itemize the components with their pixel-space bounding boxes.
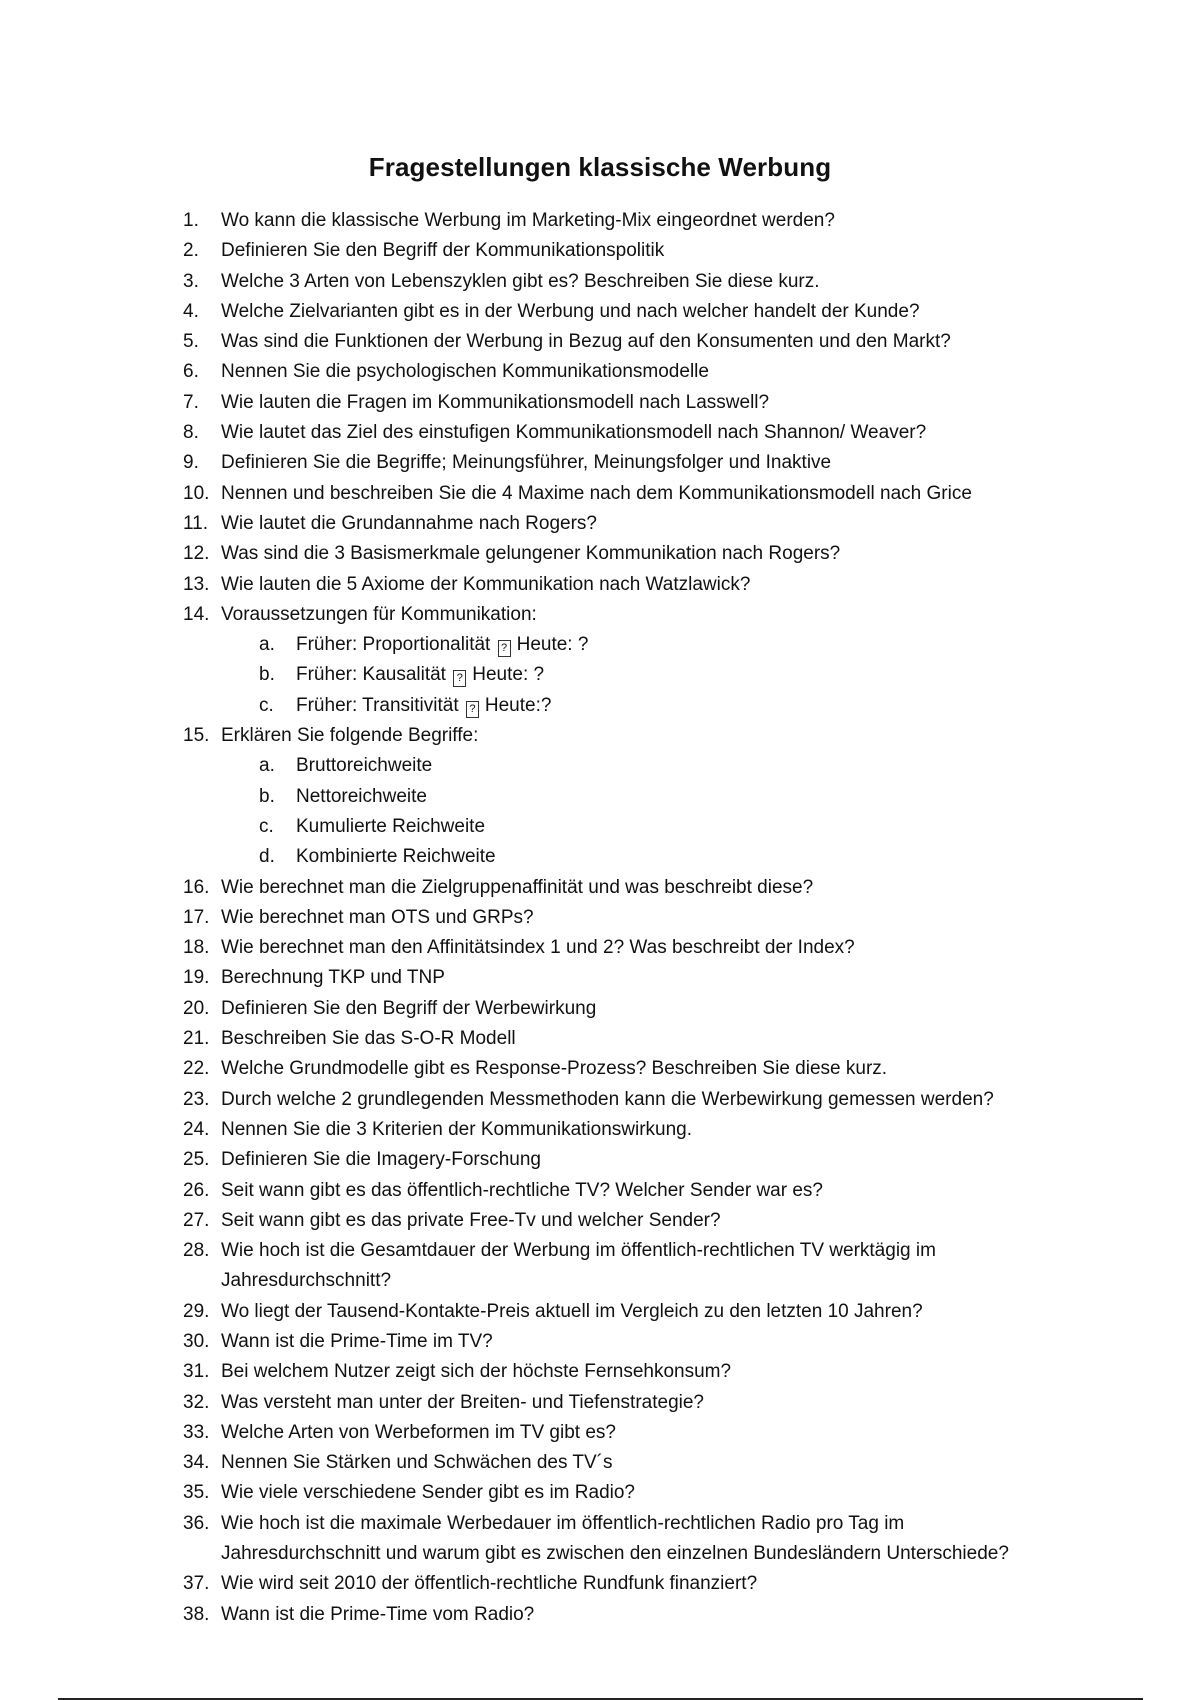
item-number: 33. — [183, 1421, 210, 1443]
item-number: 3. — [183, 270, 199, 292]
item-text: Wie hoch ist die Gesamtdauer der Werbung im öffentlich-rechtlichen TV werktägig im — [221, 1240, 936, 1262]
list-item — [0, 1176, 1200, 1206]
sub-item-text: Kumulierte Reichweite — [296, 815, 486, 837]
sub-item — [0, 630, 1200, 660]
item-text: Welche 3 Arten von Lebenszyklen gibt es? Beschreiben Sie diese kurz. — [221, 270, 820, 292]
sub-item-after: Heute: ? — [516, 634, 589, 656]
item-text: Erklären Sie folgende Begriffe: — [221, 725, 479, 747]
question-list — [0, 206, 1200, 1630]
list-item — [0, 1509, 1200, 1539]
list-item — [0, 1024, 1200, 1054]
missing-glyph-icon: ? — [453, 670, 466, 687]
sub-item — [0, 782, 1200, 812]
list-item — [0, 357, 1200, 387]
item-number: 31. — [183, 1361, 210, 1383]
missing-glyph-icon: ? — [498, 640, 511, 657]
item-text: Nennen Sie die 3 Kriterien der Kommunikationswirkung. — [221, 1118, 693, 1140]
item-text: Wo liegt der Tausend-Kontakte-Preis aktuell im Vergleich zu den letzten 10 Jahren? — [221, 1300, 923, 1322]
item-text: Berechnung TKP und TNP — [221, 967, 445, 989]
item-number: 20. — [183, 997, 210, 1019]
item-number: 2. — [183, 240, 199, 262]
item-number: 13. — [183, 573, 210, 595]
item-text: Welche Arten von Werbeformen im TV gibt es? — [221, 1421, 616, 1443]
item-number: 8. — [183, 422, 199, 444]
item-text: Wie lauten die 5 Axiome der Kommunikation nach Watzlawick? — [221, 573, 751, 595]
list-item — [0, 327, 1200, 357]
item-text: Wann ist die Prime-Time vom Radio? — [221, 1603, 535, 1625]
list-item — [0, 206, 1200, 236]
list-item — [0, 903, 1200, 933]
item-text: Wie berechnet man den Affinitätsindex 1 und 2? Was beschreibt der Index? — [221, 937, 855, 959]
list-item — [0, 418, 1200, 448]
sub-item — [0, 812, 1200, 842]
sub-item-letter: a. — [259, 755, 275, 777]
sub-item — [0, 660, 1200, 690]
list-item — [0, 448, 1200, 478]
list-item — [0, 963, 1200, 993]
list-item-continuation — [0, 1539, 1200, 1569]
item-text: Wie lautet die Grundannahme nach Rogers? — [221, 512, 598, 534]
item-number: 17. — [183, 906, 210, 928]
item-text: Wie viele verschiedene Sender gibt es im Radio? — [221, 1482, 635, 1504]
item-text: Bei welchem Nutzer zeigt sich der höchste Fernsehkonsum? — [221, 1361, 732, 1383]
item-text: Definieren Sie die Begriffe; Meinungsführer, Meinungsfolger und Inaktive — [221, 452, 832, 474]
list-item — [0, 1448, 1200, 1478]
item-text: Seit wann gibt es das private Free-Tv und welcher Sender? — [221, 1209, 721, 1231]
sub-item — [0, 691, 1200, 721]
list-item — [0, 479, 1200, 509]
item-text: Wie wird seit 2010 der öffentlich-rechtliche Rundfunk finanziert? — [221, 1573, 758, 1595]
item-number: 15. — [183, 725, 210, 747]
list-item — [0, 1236, 1200, 1266]
item-number: 38. — [183, 1603, 210, 1625]
item-number: 37. — [183, 1573, 210, 1595]
item-number: 26. — [183, 1179, 210, 1201]
list-item — [0, 1327, 1200, 1357]
item-text: Wann ist die Prime-Time im TV? — [221, 1330, 493, 1352]
item-number: 16. — [183, 876, 210, 898]
list-item — [0, 539, 1200, 569]
item-text: Welche Grundmodelle gibt es Response-Prozess? Beschreiben Sie diese kurz. — [221, 1058, 888, 1080]
list-item — [0, 509, 1200, 539]
sub-item-text: Kombinierte Reichweite — [296, 846, 496, 868]
item-number: 9. — [183, 452, 199, 474]
list-item — [0, 600, 1200, 630]
list-item — [0, 1054, 1200, 1084]
item-number: 27. — [183, 1209, 210, 1231]
item-text: Nennen Sie die psychologischen Kommunikationsmodelle — [221, 361, 709, 383]
item-text-continued: Jahresdurchschnitt? — [221, 1270, 392, 1292]
list-item — [0, 1418, 1200, 1448]
item-number: 18. — [183, 937, 210, 959]
list-item — [0, 1115, 1200, 1145]
sub-item-before: Früher: Proportionalität — [296, 634, 491, 656]
sub-item-before: Früher: Transitivität — [296, 694, 459, 716]
item-text: Nennen Sie Stärken und Schwächen des TV´s — [221, 1452, 613, 1474]
list-item — [0, 297, 1200, 327]
page-title: Fragestellungen klassische Werbung — [368, 152, 832, 182]
sub-item-letter: c. — [259, 815, 274, 837]
list-item — [0, 873, 1200, 903]
item-text: Definieren Sie den Begriff der Werbewirkung — [221, 997, 597, 1019]
item-text: Was versteht man unter der Breiten- und Tiefenstrategie? — [221, 1391, 704, 1413]
sub-item — [0, 751, 1200, 781]
missing-glyph-icon: ? — [466, 701, 479, 718]
list-item — [0, 1388, 1200, 1418]
item-number: 32. — [183, 1391, 210, 1413]
item-number: 28. — [183, 1240, 210, 1262]
item-text: Wie berechnet man OTS und GRPs? — [221, 906, 534, 928]
item-text: Wie lauten die Fragen im Kommunikationsmodell nach Lasswell? — [221, 391, 770, 413]
item-text: Wie lautet das Ziel des einstufigen Kommunikationsmodell nach Shannon/ Weaver? — [221, 422, 927, 444]
list-item — [0, 1085, 1200, 1115]
item-text-continued: Jahresdurchschnitt und warum gibt es zwischen den einzelnen Bundesländern Unterschiede? — [221, 1543, 1009, 1565]
item-text: Nennen und beschreiben Sie die 4 Maxime nach dem Kommunikationsmodell nach Grice — [221, 482, 972, 504]
sub-item-letter: a. — [259, 634, 275, 656]
item-number: 14. — [183, 603, 210, 625]
item-text: Was sind die Funktionen der Werbung in Bezug auf den Konsumenten und den Markt? — [221, 331, 951, 353]
item-number: 12. — [183, 543, 210, 565]
item-number: 24. — [183, 1118, 210, 1140]
list-item — [0, 1569, 1200, 1599]
sub-item-after: Heute: ? — [472, 664, 545, 686]
list-item — [0, 1206, 1200, 1236]
item-number: 30. — [183, 1330, 210, 1352]
item-number: 11. — [183, 512, 209, 534]
list-item — [0, 267, 1200, 297]
list-item-continuation — [0, 1266, 1200, 1296]
item-number: 34. — [183, 1452, 210, 1474]
list-item — [0, 570, 1200, 600]
item-text: Durch welche 2 grundlegenden Messmethoden kann die Werbewirkung gemessen werden? — [221, 1088, 994, 1110]
list-item — [0, 236, 1200, 266]
item-number: 10. — [183, 482, 210, 504]
sub-item — [0, 842, 1200, 872]
item-number: 7. — [183, 391, 199, 413]
item-text: Beschreiben Sie das S-O-R Modell — [221, 1028, 516, 1050]
sub-item-letter: d. — [259, 846, 275, 868]
item-text: Seit wann gibt es das öffentlich-rechtliche TV? Welcher Sender war es? — [221, 1179, 823, 1201]
list-item — [0, 1297, 1200, 1327]
item-number: 36. — [183, 1512, 210, 1534]
item-number: 21. — [183, 1028, 210, 1050]
item-number: 1. — [183, 210, 199, 231]
sub-item-after: Heute:? — [484, 694, 552, 716]
list-item — [0, 721, 1200, 751]
item-number: 5. — [183, 331, 199, 353]
list-item — [0, 1478, 1200, 1508]
sub-item-text: Bruttoreichweite — [296, 755, 433, 777]
item-text: Wo kann die klassische Werbung im Marketing-Mix eingeordnet werden? — [221, 210, 835, 231]
list-item — [0, 1600, 1200, 1630]
sub-item-letter: b. — [259, 785, 275, 807]
sub-item-letter: c. — [259, 694, 274, 716]
sub-item-letter: b. — [259, 664, 275, 686]
list-item — [0, 1145, 1200, 1175]
item-text: Was sind die 3 Basismerkmale gelungener Kommunikation nach Rogers? — [221, 543, 841, 565]
item-number: 6. — [183, 361, 199, 383]
sub-item-before: Früher: Kausalität — [296, 664, 446, 686]
item-number: 29. — [183, 1300, 210, 1322]
list-item — [0, 1357, 1200, 1387]
item-text: Welche Zielvarianten gibt es in der Werbung und nach welcher handelt der Kunde? — [221, 300, 920, 322]
item-number: 25. — [183, 1149, 210, 1171]
list-item — [0, 933, 1200, 963]
item-text: Definieren Sie die Imagery-Forschung — [221, 1149, 541, 1171]
item-number: 23. — [183, 1088, 210, 1110]
item-text: Voraussetzungen für Kommunikation: — [221, 603, 537, 625]
list-item — [0, 388, 1200, 418]
item-text: Wie berechnet man die Zielgruppenaffinität und was beschreibt diese? — [221, 876, 814, 898]
item-number: 19. — [183, 967, 210, 989]
item-text: Wie hoch ist die maximale Werbedauer im öffentlich-rechtlichen Radio pro Tag im — [221, 1512, 905, 1534]
list-item — [0, 994, 1200, 1024]
item-number: 22. — [183, 1058, 210, 1080]
item-text: Definieren Sie den Begriff der Kommunikationspolitik — [221, 240, 665, 262]
item-number: 4. — [183, 300, 199, 322]
item-number: 35. — [183, 1482, 210, 1504]
sub-item-text: Nettoreichweite — [296, 785, 427, 807]
